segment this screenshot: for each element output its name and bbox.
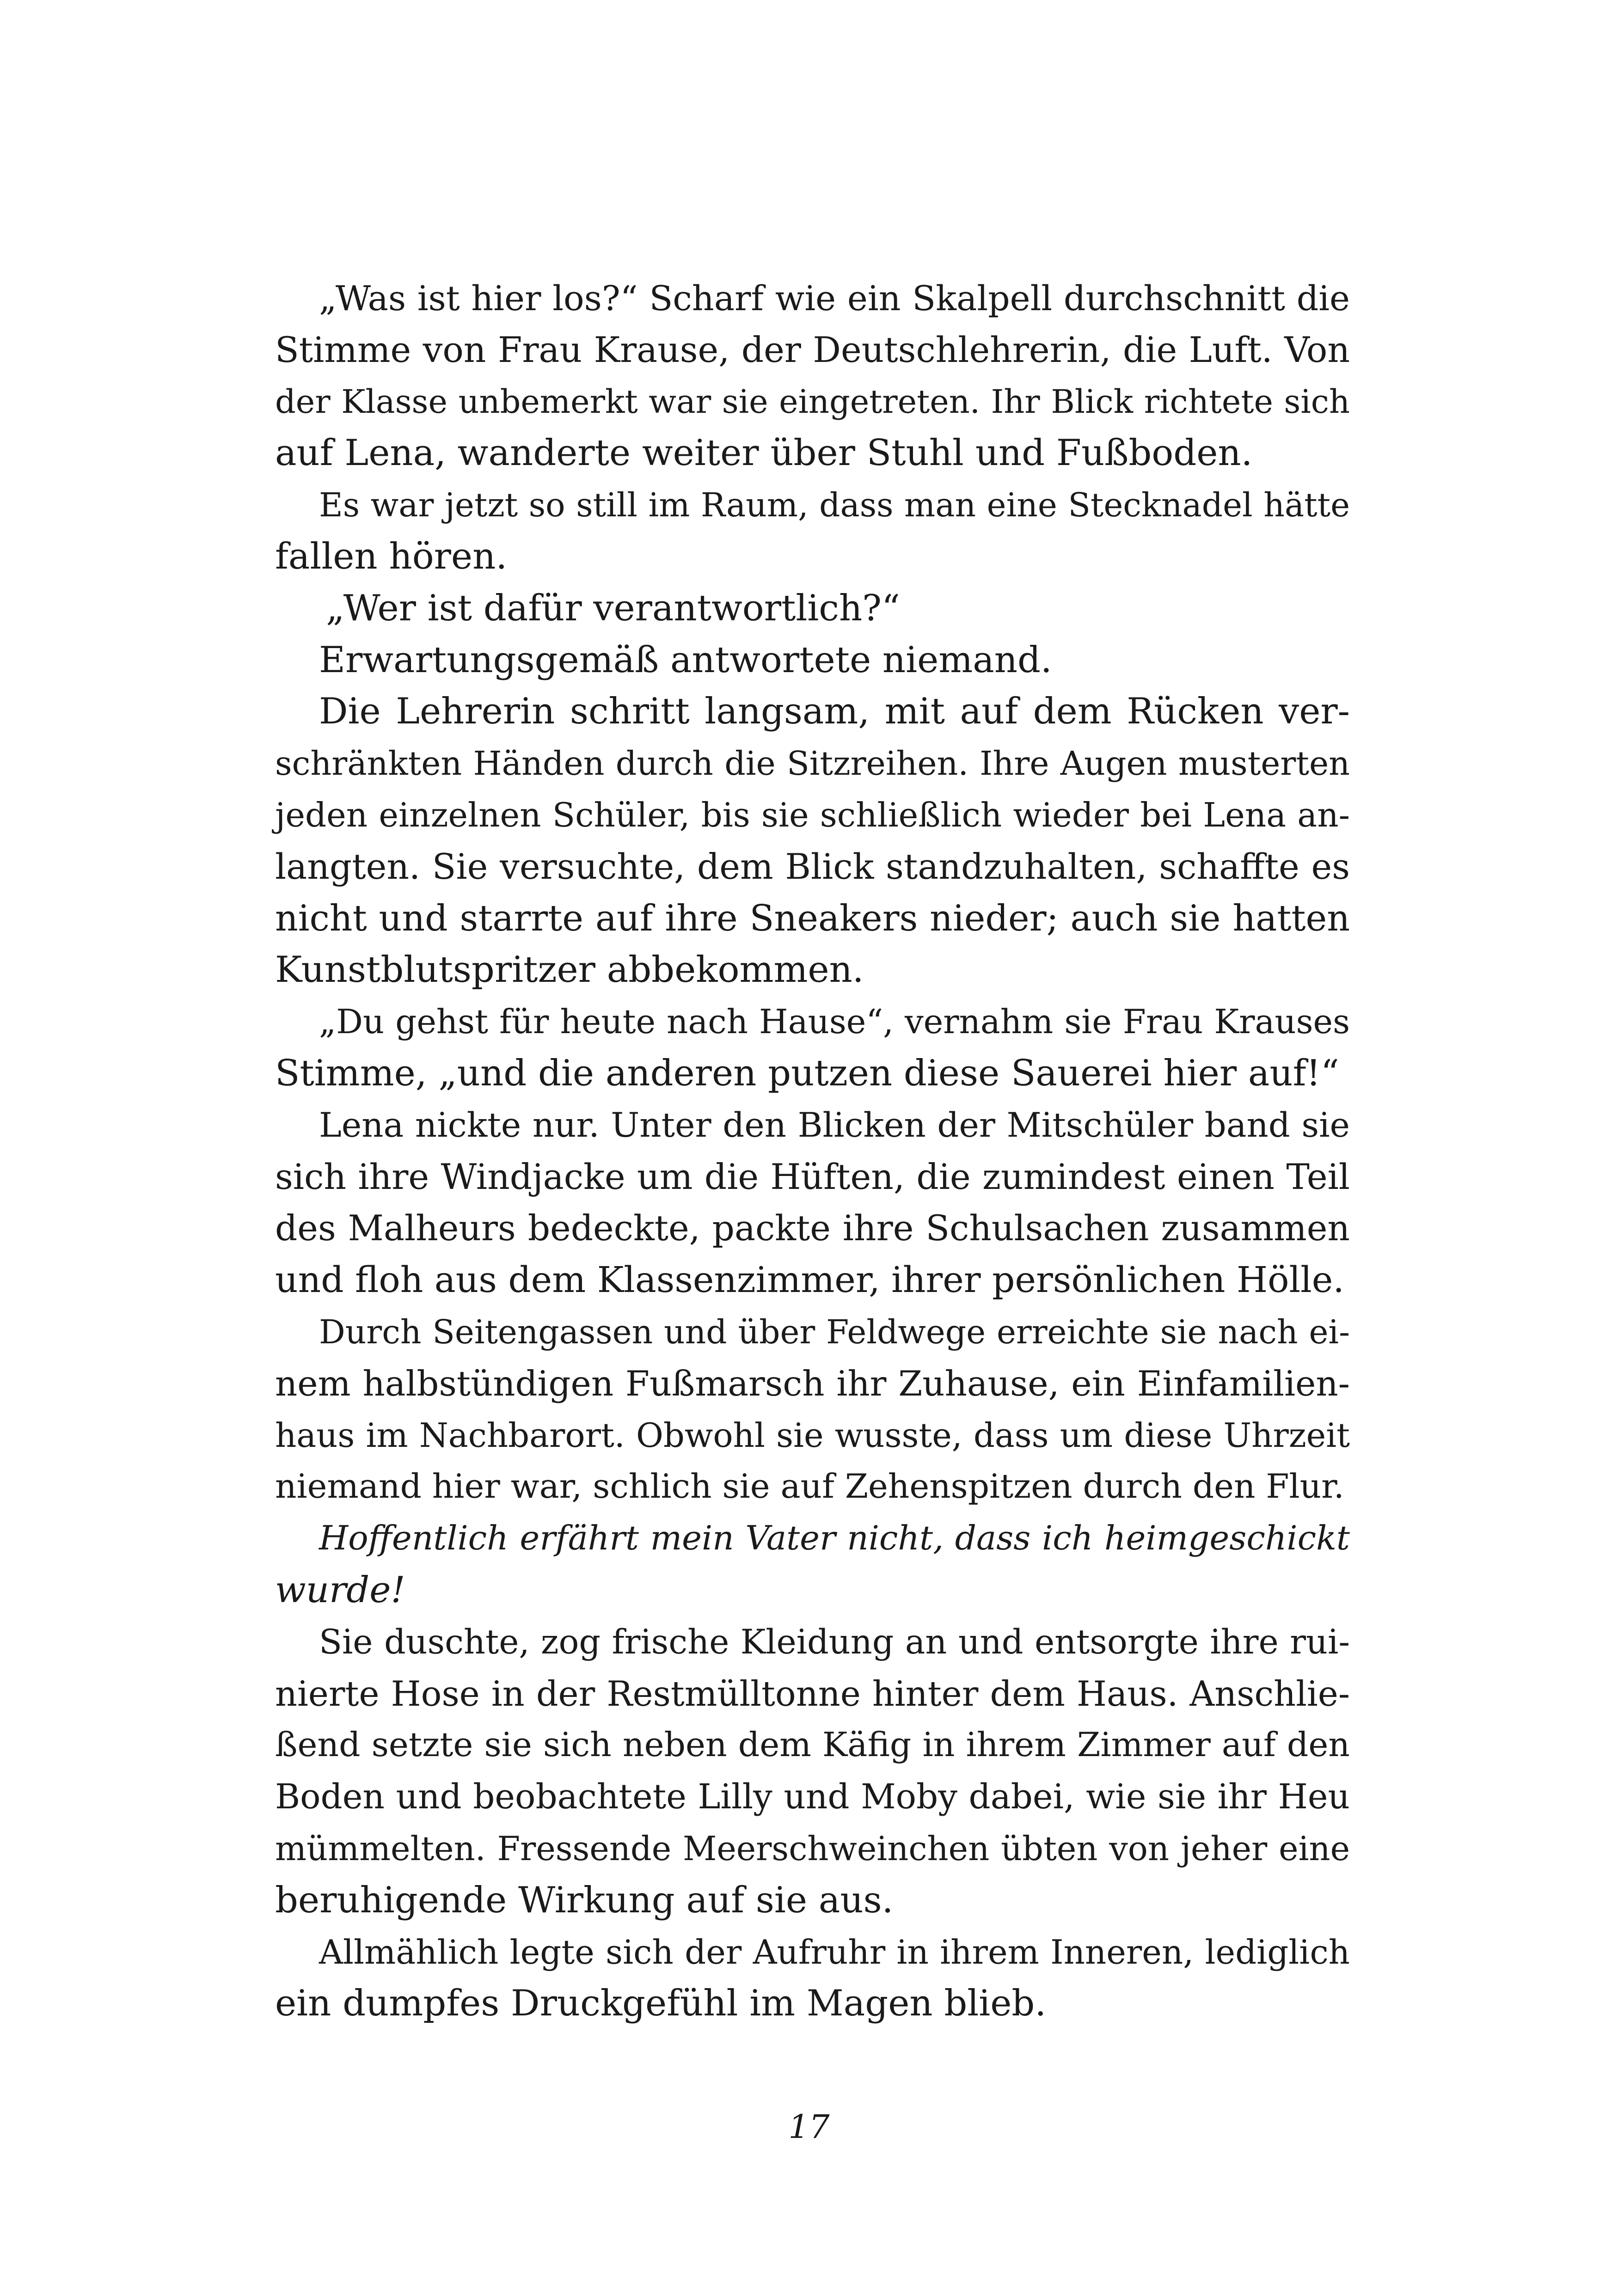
text-line: jeden einzelnen Schüler, bis sie schließlich wieder bei Lena an- — [275, 795, 1350, 834]
text-line: nicht und starrte auf ihre Sneakers nieder; auch sie hatten — [275, 897, 1350, 939]
text-line: Sie duschte, zog frische Kleidung an und entsorgte ihre rui- — [319, 1622, 1350, 1662]
text-line: wurde! — [275, 1569, 405, 1611]
text-line: nierte Hose in der Restmülltonne hinter dem Haus. Anschlie- — [275, 1673, 1350, 1714]
body-text — [275, 273, 1350, 2030]
text-line: schränkten Händen durch die Sitzreihen. Ihre Augen musterten — [275, 744, 1350, 783]
text-line: Stimme, „und die anderen putzen diese Sauerei hier auf!“ — [275, 1052, 1339, 1094]
text-line: Hoffentlich erfährt mein Vater nicht, dass ich heimgeschickt — [319, 1519, 1350, 1558]
text-line: „Du gehst für heute nach Hause“, vernahm sie Frau Krauses — [319, 1002, 1350, 1041]
text-line: Boden und beobachtete Lilly und Moby dabei, wie sie ihr Heu — [275, 1777, 1350, 1817]
text-line: fallen hören. — [275, 535, 508, 577]
text-line: haus im Nachbarort. Obwohl sie wusste, dass um diese Uhrzeit — [275, 1415, 1350, 1455]
text-line: langten. Sie versuchte, dem Blick standzuhalten, schaffte es — [275, 846, 1350, 887]
text-line: ßend setzte sie sich neben dem Käfig in ihrem Zimmer auf den — [275, 1726, 1350, 1765]
text-line: Erwartungsgemäß antwortete niemand. — [319, 639, 1052, 681]
text-line: auf Lena, wanderte weiter über Stuhl und Fußboden. — [275, 432, 1253, 474]
text-line: und floh aus dem Klassenzimmer, ihrer persönlichen Hölle. — [275, 1259, 1344, 1301]
text-line: mümmelten. Fressende Meerschweinchen übten von jeher eine — [275, 1829, 1350, 1868]
text-line: „Was ist hier los?“ Scharf wie ein Skalpell durchschnitt die — [319, 278, 1350, 318]
text-line: Durch Seitengassen und über Feldwege erreichte sie nach ei- — [319, 1312, 1350, 1351]
text-line: Allmählich legte sich der Aufruhr in ihrem Inneren, lediglich — [319, 1932, 1350, 1971]
text-line: Es war jetzt so still im Raum, dass man eine Stecknadel hätte — [319, 486, 1350, 525]
text-line: niemand hier war, schlich sie auf Zehenspitzen durch den Flur. — [275, 1467, 1344, 1506]
text-line: Stimme von Frau Krause, der Deutschlehrerin, die Luft. Von — [275, 329, 1350, 370]
text-line: des Malheurs bedeckte, packte ihre Schulsachen zusammen — [275, 1208, 1350, 1249]
text-line: ein dumpfes Druckgefühl im Magen blieb. — [275, 1983, 1047, 2025]
text-line: Lena nickte nur. Unter den Blicken der Mitschüler band sie — [319, 1105, 1350, 1145]
text-line: nem halbstündigen Fußmarsch ihr Zuhause, ein Einfamilien- — [275, 1363, 1350, 1404]
text-line: Kunstblutspritzer abbekommen. — [275, 949, 864, 991]
text-line: beruhigende Wirkung auf sie aus. — [275, 1879, 894, 1921]
text-line: Die Lehrerin schritt langsam, mit auf dem Rücken ver- — [319, 691, 1350, 733]
text-line: sich ihre Windjacke um die Hüften, die zumindest einen Teil — [275, 1156, 1350, 1197]
text-line: der Klasse unbemerkt war sie eingetreten. Ihr Blick richtete sich — [275, 382, 1350, 421]
text-line: „Wer ist dafür verantwortlich?“ — [326, 587, 900, 629]
page-number: 17 — [788, 2108, 830, 2146]
